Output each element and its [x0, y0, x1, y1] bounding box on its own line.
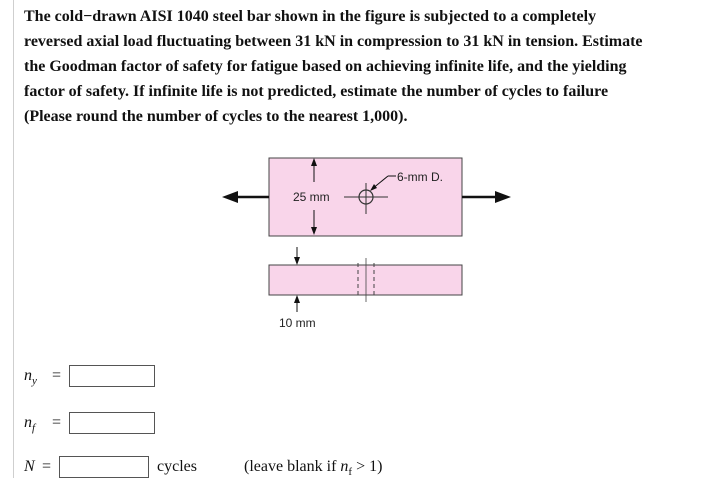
- problem-line-3: the Goodman factor of safety for fatigue based on achieving infinite life, and the yielding: [24, 58, 627, 75]
- answer-nf-row: [24, 412, 224, 438]
- nf-equals: =: [52, 414, 62, 431]
- thickness-label: 10 mm: [279, 316, 316, 330]
- answer-ny-row: [24, 365, 224, 391]
- problem-line-1: The cold−drawn AISI 1040 steel bar shown in the figure is subjected to a completely: [24, 8, 597, 25]
- hole-diameter-label: 6-mm D.: [397, 170, 443, 184]
- cycles-note: (leave blank if $n_f > 1$): [244, 458, 383, 479]
- ny-input[interactable]: [69, 365, 155, 387]
- answer-n-row: [24, 456, 714, 482]
- n-symbol: N: [24, 458, 35, 475]
- n-equals: =: [42, 458, 52, 475]
- cycles-unit: cycles: [157, 458, 197, 475]
- ny-equals: =: [52, 367, 62, 384]
- problem-line-5: (Please round the number of cycles to the nearest 1,000).: [24, 108, 408, 125]
- nf-symbol: $n_f$: [24, 414, 36, 435]
- problem-line-4: factor of safety. If infinite life is not predicted, estimate the number of cycles to failure: [24, 83, 609, 100]
- ny-symbol: $n_y$: [24, 367, 37, 388]
- problem-line-2: reversed axial load fluctuating between 31 kN in compression to 31 kN in tension. Estimate: [24, 33, 643, 50]
- load-arrow-right: [462, 191, 511, 203]
- cycles-input[interactable]: [59, 456, 149, 478]
- load-arrow-left: [222, 191, 269, 203]
- nf-input[interactable]: [69, 412, 155, 434]
- bar-side-view: [269, 265, 462, 295]
- width-label: 25 mm: [293, 190, 330, 204]
